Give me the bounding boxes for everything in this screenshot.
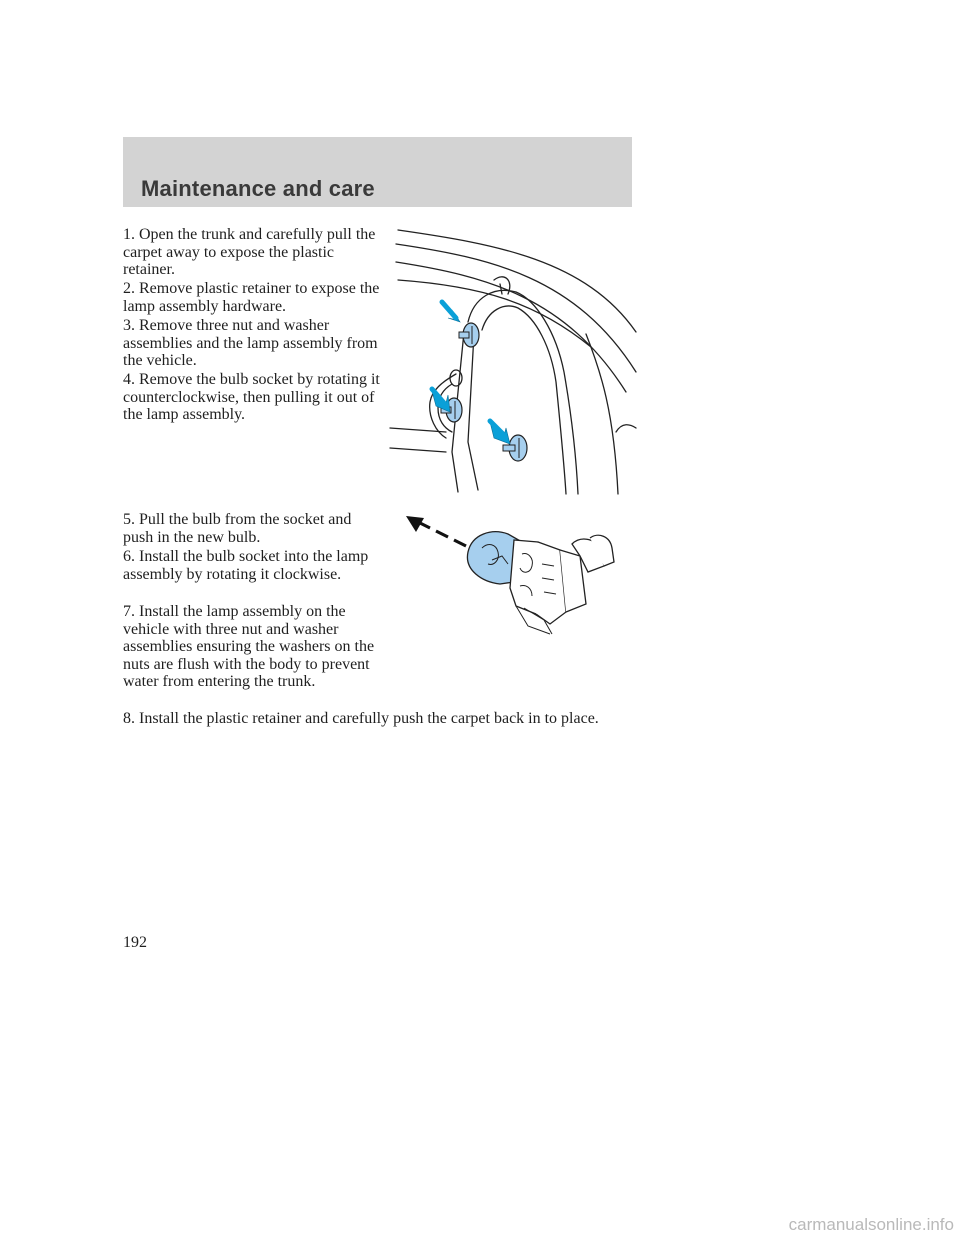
page-number: 192 bbox=[123, 934, 147, 951]
step-8: 8. Install the plastic retainer and carefully push the carpet back in to place. bbox=[123, 710, 599, 727]
footer-watermark: carmanualsonline.info bbox=[788, 1215, 954, 1234]
step-6: 6. Install the bulb socket into the lamp assembly by rotating it clockwise. bbox=[123, 548, 369, 583]
step-2: 2. Remove plastic retainer to expose the lamp assembly hardware. bbox=[123, 280, 380, 315]
step-4: 4. Remove the bulb socket by rotating it counterclockwise, then pulling it out of the lamp assembly. bbox=[123, 371, 380, 424]
bulb-socket-figure bbox=[404, 508, 622, 640]
section-title: Maintenance and care bbox=[141, 176, 375, 201]
lamp-assembly-figure bbox=[386, 222, 638, 498]
step-7: 7. Install the lamp assembly on the vehicle with three nut and washer assemblies ensuring the washers on the nuts are flush with the body to prevent water from entering the trunk. bbox=[123, 603, 375, 691]
step-5: 5. Pull the bulb from the socket and push in the new bulb. bbox=[123, 511, 352, 546]
step-1: 1. Open the trunk and carefully pull the carpet away to expose the plastic retainer. bbox=[123, 226, 376, 279]
step-3: 3. Remove three nut and washer assemblies and the lamp assembly from the vehicle. bbox=[123, 317, 378, 370]
